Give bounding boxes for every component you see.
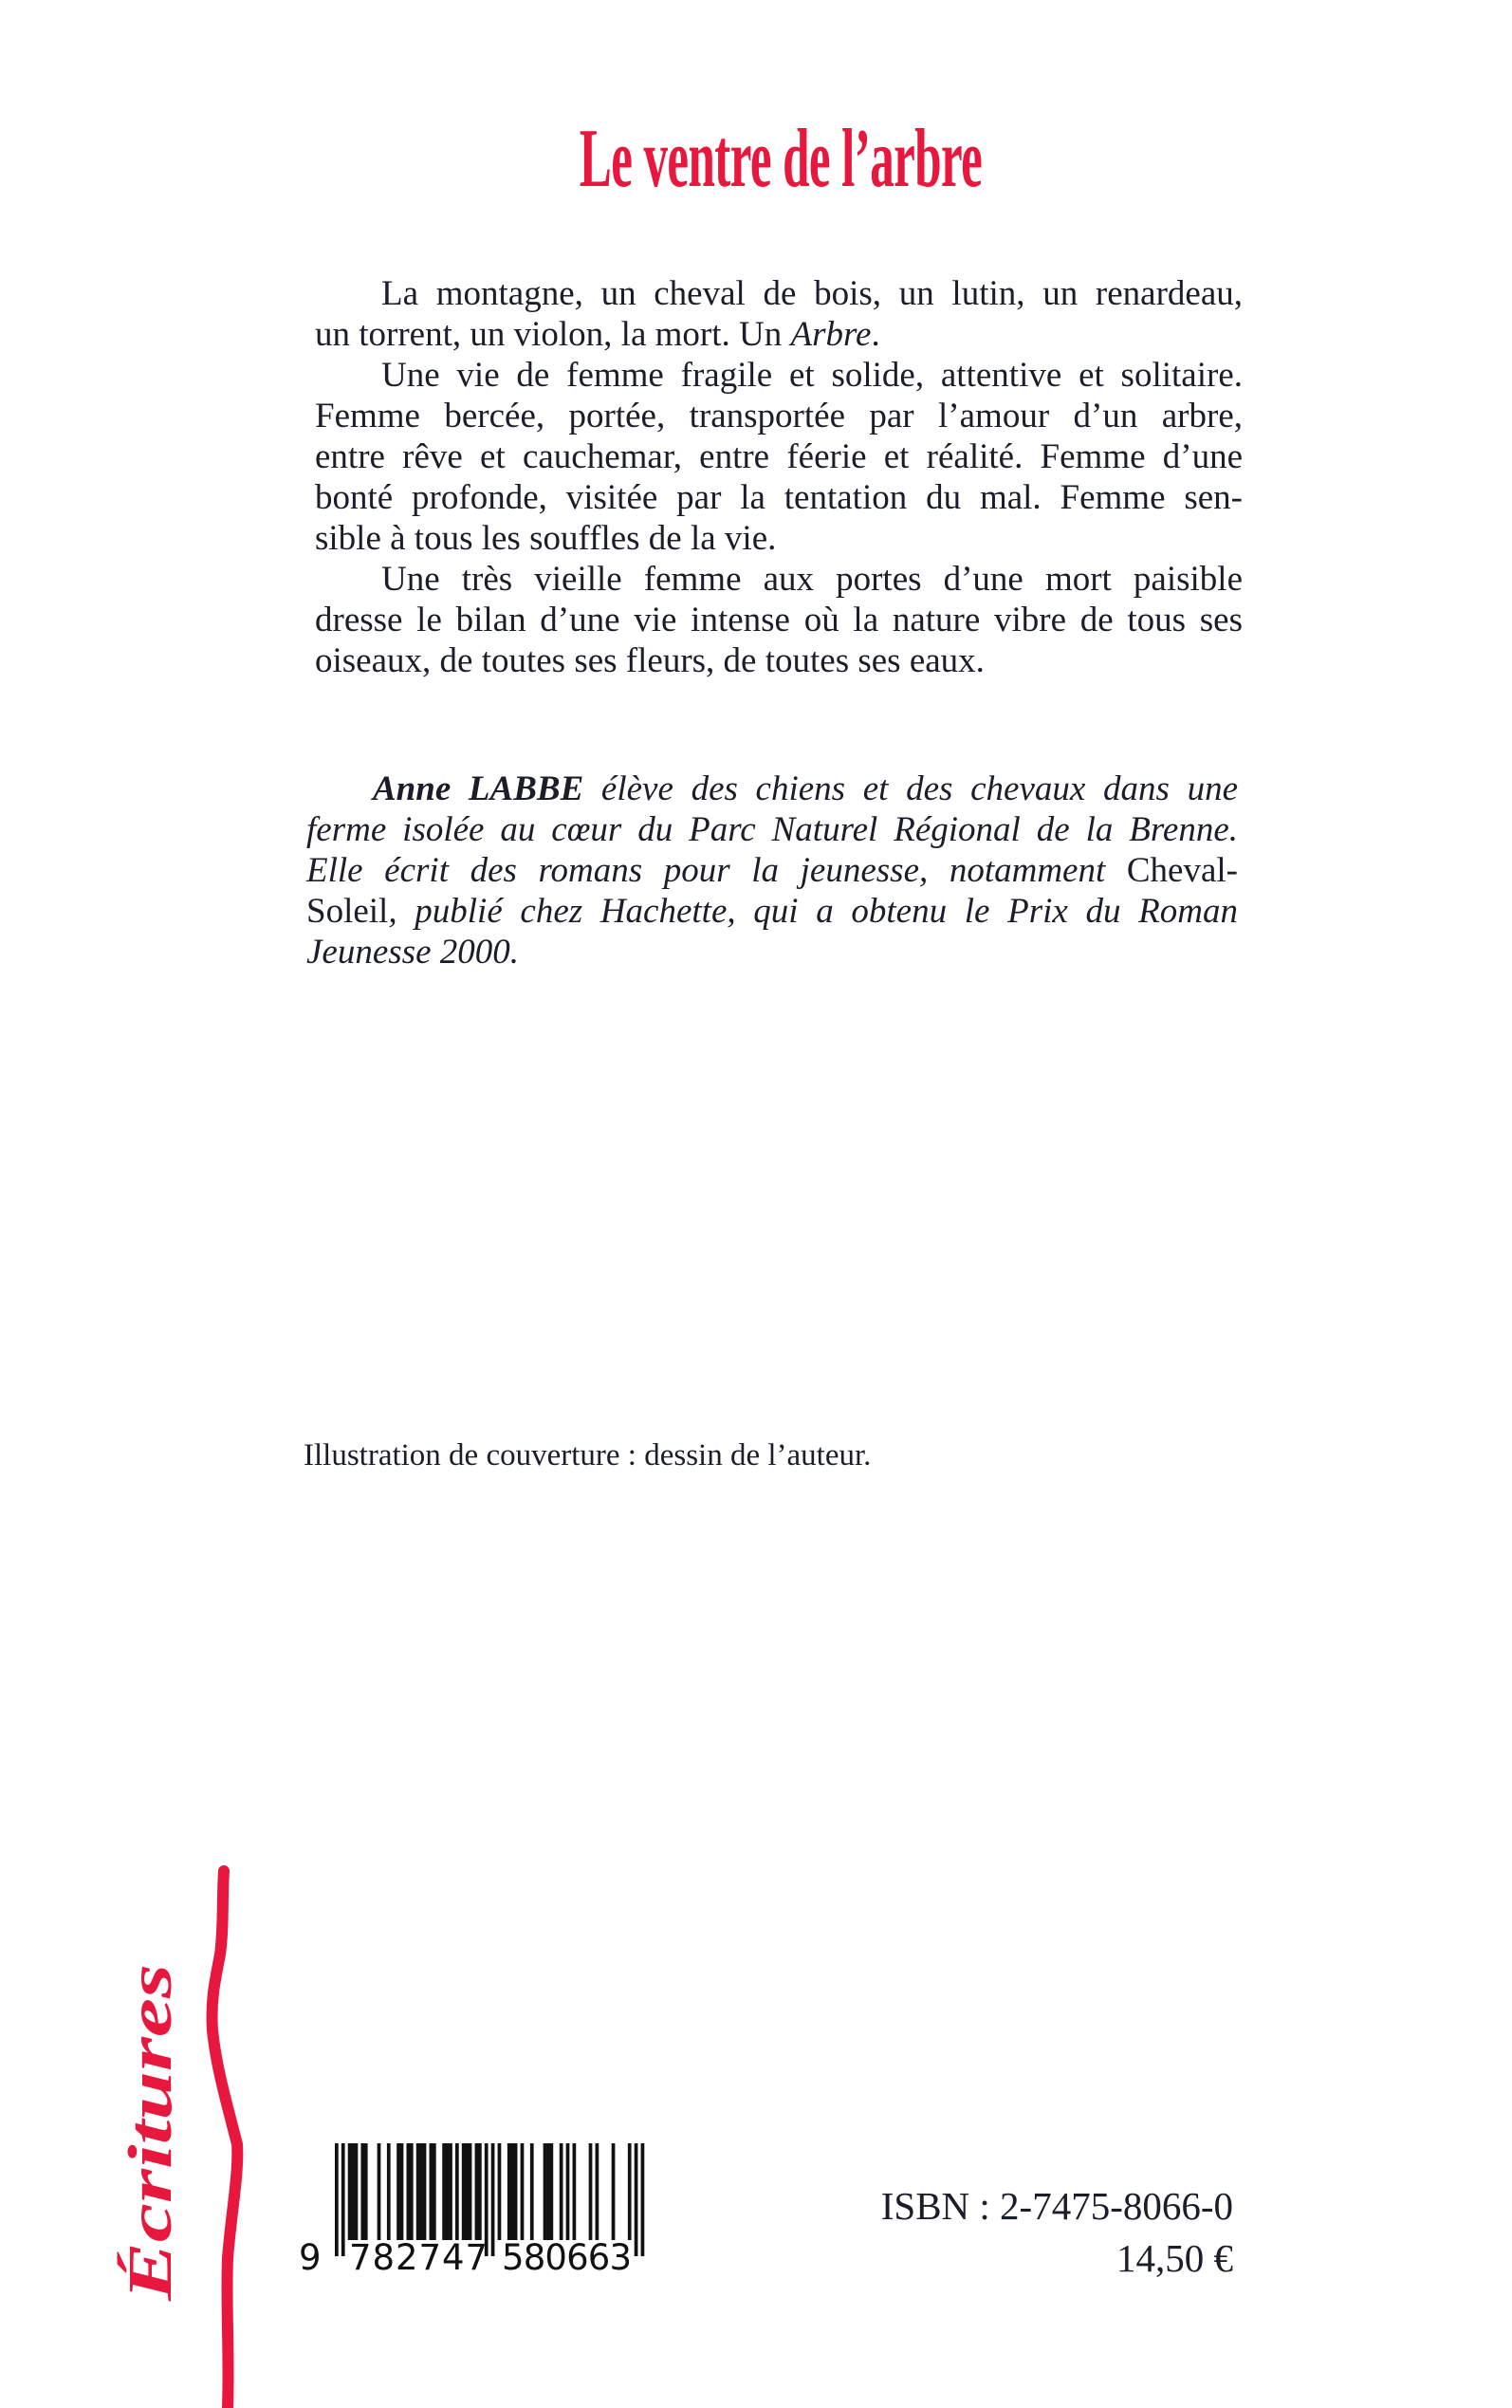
synopsis-line: Une très vieille femme aux portes d’une mort paisible [381, 560, 1243, 599]
isbn: ISBN : 2-7475-8066-0 [880, 2184, 1233, 2228]
synopsis-line: bonté profonde, visitée par la tentation du mal. Femme sen- [315, 478, 1243, 517]
bio-line: Jeunesse 2000. [306, 933, 519, 972]
synopsis-line-text: un torrent, un violon, la mort. Un [315, 315, 791, 354]
ean13-barcode [285, 2135, 664, 2287]
bio-line: ferme isolée au cœur du Parc Naturel Régional de la Brenne. [306, 810, 1238, 849]
price: 14,50 € [1116, 2236, 1233, 2280]
illustration-credit: Illustration de couverture : dessin de l’auteur. [304, 1438, 872, 1473]
collection-name: Écritures [116, 2060, 185, 2301]
author-name: Anne LABBE [373, 769, 584, 808]
synopsis [315, 273, 1243, 681]
book-title [328, 112, 1206, 207]
synopsis-line: entre rêve et cauchemar, entre féerie et réalité. Femme d’une [315, 437, 1243, 476]
bio-line [306, 891, 1238, 932]
author-bio [306, 769, 1238, 972]
synopsis-line [315, 314, 1243, 355]
synopsis-line: oiseaux, de toutes ses fleurs, de toutes ses eaux. [315, 641, 985, 680]
synopsis-line: Femme bercée, portée, transportée par l’amour d’un arbre, [315, 397, 1243, 435]
barcode-digits-left: 782747 [349, 2237, 488, 2278]
book-reference: Soleil [306, 892, 389, 931]
bio-text: Elle écrit des romans pour la jeunesse, notamment [306, 851, 1127, 890]
bio-text: , publié chez Hachette, qui a obtenu le Prix du Roman [388, 892, 1238, 931]
barcode-digits-right: 580663 [502, 2237, 632, 2278]
bio-line [306, 850, 1238, 891]
arbre-italic: Arbre [790, 315, 872, 354]
synopsis-line: dresse le bilan d’une vie intense où la nature vibre de tous ses [315, 601, 1243, 639]
bio-line [306, 769, 1238, 809]
synopsis-line: Une vie de femme fragile et solide, attentive et solitaire. [381, 356, 1243, 395]
synopsis-line: sible à tous les souffles de la vie. [315, 519, 777, 558]
bio-text: élève des chiens et des chevaux dans une [583, 769, 1238, 808]
book-title-text: Le ventre de l’arbre [579, 113, 983, 205]
ecritures-collection-logo-icon [104, 1860, 266, 2408]
barcode-digit-first: 9 [299, 2237, 322, 2278]
synopsis-line-tail: . [871, 315, 880, 354]
synopsis-line: La montagne, un cheval de bois, un lutin, un renardeau, [381, 274, 1243, 313]
book-reference: Cheval- [1126, 851, 1238, 890]
